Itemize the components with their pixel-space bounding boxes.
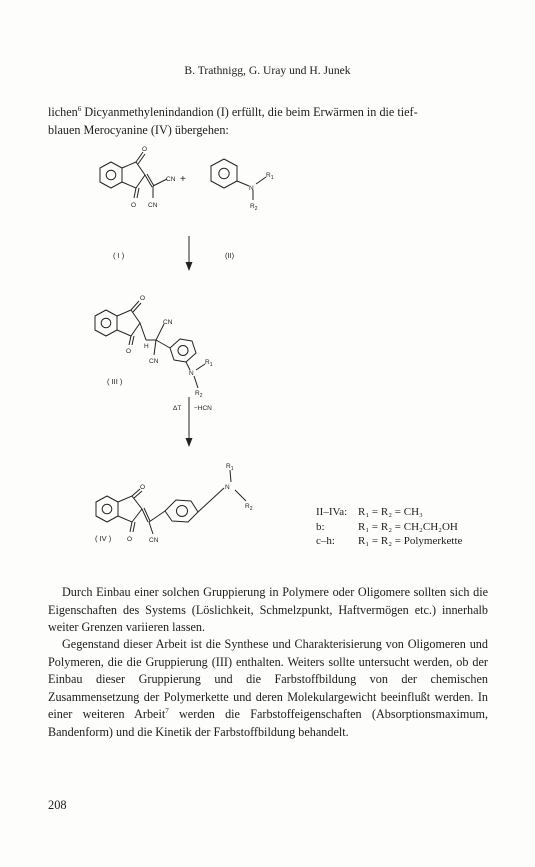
IV-amine-nitrogen: N — [225, 484, 230, 491]
I-cyano-right: CN — [166, 176, 176, 183]
page-number: 208 — [48, 798, 67, 812]
IV-R2: $R_2$ — [245, 503, 253, 512]
compound-IV-structure — [96, 470, 246, 534]
substituent-legend — [316, 505, 462, 549]
I-oxo-bottom: O — [131, 202, 137, 209]
reference-7: 7 — [165, 707, 169, 716]
I-oxo-top: O — [142, 146, 148, 153]
compound-II-structure — [211, 159, 266, 200]
body-paragraph-2-text-b: werden die Farbstoffeigenschaften (Absorptionsmaximum, Bandenform) und die Kinetik der Farbstoffbildung behandelt. — [48, 707, 489, 739]
body-paragraph-2 — [48, 636, 488, 742]
III-oxo-top: O — [140, 295, 146, 302]
IV-R1: $R_1$ — [226, 463, 234, 472]
IV-oxo-bottom: O — [127, 536, 133, 543]
III-oxo-bottom: O — [126, 348, 132, 355]
I-cyano-bottom: CN — [148, 202, 158, 209]
III-amine-nitrogen: N — [189, 370, 194, 377]
II-R2: $R_2$ — [250, 203, 258, 212]
plus-sign: + — [180, 174, 186, 185]
legend-row: b: R₁ = R₂ = CH₂CH₂OH — [316, 520, 458, 533]
IV-oxo-top: O — [140, 484, 146, 491]
reference-6: 6 — [77, 105, 82, 113]
intro-text-end: Dicyanmethylenindandion (I) erfüllt, die beim Erwärmen in die tief- — [81, 105, 418, 119]
III-R2: $R_2$ — [195, 390, 203, 399]
IV-cyano: CN — [149, 537, 159, 544]
hcn-elimination: −HCN — [194, 405, 212, 412]
heat-symbol: ΔT — [173, 405, 182, 412]
III-hydrogen: H — [144, 343, 149, 350]
body-paragraph-2-text-a: Gegenstand dieser Arbeit ist die Synthese und Charakterisierung von Oligomeren und Polymeren, die die Gruppierung (III) enthalten. Weiters sollte untersucht werden, ob der Einbau dieser Gruppierung und die Farbstoffbildung von der chemischen Zusammensetzung der Polymerkette und deren Molekulargewicht beeinflußt werden. In einer weiteren Arbeit — [48, 637, 488, 722]
II-amine-nitrogen: N — [249, 185, 254, 192]
label-compound-III: ( III ) — [107, 377, 123, 386]
label-compound-IV: ( IV ) — [95, 534, 112, 543]
III-cyano-top: CN — [163, 319, 173, 326]
label-compound-I: ( I ) — [113, 251, 125, 260]
III-cyano-bottom: CN — [149, 358, 159, 365]
intro-text-start: lichen — [48, 105, 78, 119]
legend-row: c–h: R₁ = R₂ = Polymerkette — [316, 535, 463, 547]
III-R1: $R_1$ — [205, 359, 213, 368]
body-paragraph-1: Durch Einbau einer solchen Gruppierung in Polymere oder Oligomere sollten sich die Eigenschaften des Systems (Löslichkeit, Schmelzpunkt, Haftvermögen etc.) innerhalb weiter Grenzen variieren lassen. — [48, 585, 488, 635]
label-compound-II: (II) — [225, 251, 235, 260]
intro-line-2: blauen Merocyanine (IV) übergehen: — [48, 122, 229, 137]
compound-I-structure — [100, 152, 167, 198]
legend-row: II–IVa: R₁ = R₂ = CH₃ — [316, 506, 423, 518]
running-header: B. Trathnigg, G. Uray und H. Junek — [184, 64, 351, 77]
II-R1: $R_1$ — [266, 172, 274, 181]
